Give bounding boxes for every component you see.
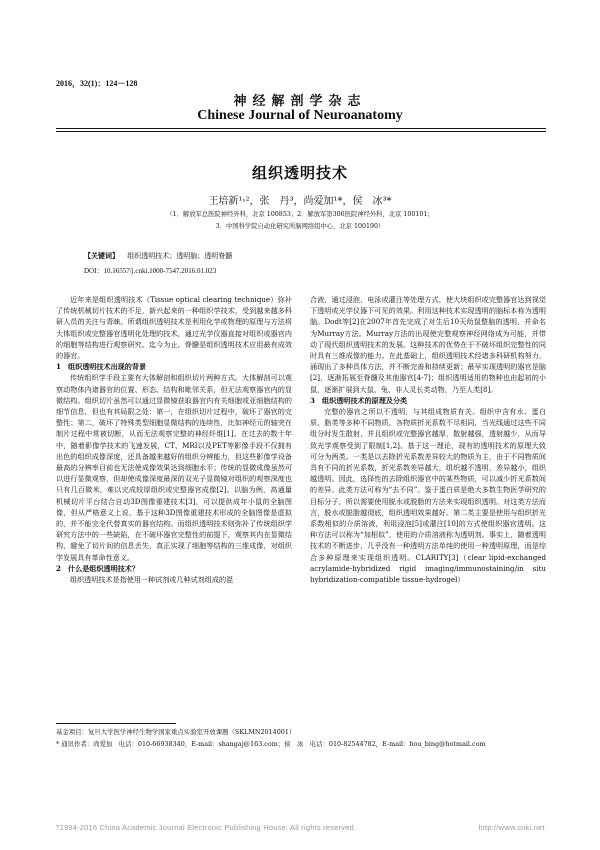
paragraph: 完整的器官之所以不透明，与其组成物质有关。组织中含有水、蛋白质、脂类等多种不同物质，各物质折光系数不尽相同，当光线通过这些不同组分时发生散射，并且组织或完整器官越厚，散射越强，透射越少，从而导致光学观察受到了限制[1,2]。基于这一理论，现有的透明技术的原理大致可分为两类。一类是以去除折光系数差异较大的物质为主，由于不同物质间具有不同的折光系数，折光系数差异越大，组织越不透明，差异越小，组织越透明。因此，选择性的去除组织器官中的某些物质，可以减少折光系数间的差异。此类方法可称为“去不同”。鉴于蛋白质是绝大多数生物医学研究的目标分子，所以需要使用脱水或脱脂的方法来实现组织透明。对这类方法而言，脱水或脱脂越彻底，组织透明效果越好。第二类主要是使用与组织折光系数相似的介质溶液，利用浸泡[5]或灌注[10]的方式使组织器官透明。这种方法可以称为“加相似”，使用的介质溶液称为透明剂。事实上，随着透明技术的不断进步，几乎没有一种透明方法单纯的使用一种透明原理，而是综合多种原理来实现组织透明。CLARITY[3]（clear lipid-exchanged acrylamide-hybridized rigid imaging/immunostaining/in situ hybridization-compatible tissue-hydrogel） [310,407,546,585]
header-rule-thin [56,131,546,132]
body-column-right [310,294,546,585]
article-title: 组织透明技术 [251,164,348,182]
affiliation-line-2: 3．中国科学院自动化研究所脑网络组中心，北京 100190） [215,223,385,230]
journal-title-en: Chinese Journal of Neuroanatomy [197,108,403,123]
paragraph: 合液，通过浸泡、电泳或灌注等处理方式，使大块组织或完整器官达到视觉下透明或光学仪器下可见的效果。利用这种技术实现透明的脑标本称为透明脑。Dodt等[2]在2007年首先完成了对生后10天幼鼠整脑的透明，并命名为Murray方法。Murray方法的出现使完整观察神经网络成为可能，并带动了现代组织透明技术的发展。这种技术的优势在于不破坏组织完整性的同时具有三维成像的能力。在此基础上，组织透明技术经诸多科研机构努力，涌现出了多种具体方法，并不断完善和持续更新；最早实现透明的器官是脑[2]，逐渐拓展至脊髓及其他器官[4-7]；组织透明适用的物种也由起初的小鼠，逐渐扩展到大鼠、兔、非人灵长类动物，乃至人类[8]。 [310,295,546,394]
footnote-rule [56,723,176,724]
copyright-text: ?1994-2016 China Academic Journal Electronic Publishing House. All rights reserved. [55,823,357,832]
correspondence-footnote: * 通讯作者：尚爱加 电话：010-66938340，E-mail：shangaj@163.com；侯 冰 电话：010-82544782，E-mail：hou_bing@hotmail.com [56,740,486,748]
header-rule [56,128,546,129]
paragraph: 近年来是组织透明技术（Tissue optical clearing technique）弥补了传统机械切片技术的不足，新兴起来的一种组织学技术，受到越来越多科研人员的关注与青睐。所谓组织透明技术是利用化学或物理的原理与方法将大体组织或完整器官透明化处理的技术，通过光学仪器直接对组织或器官内的细胞等结构进行观察研究。迄今为止，脊髓是组织透明技术应用最有成效的器官。 [56,295,292,361]
doi: DOI：10.16557/j.cnki.1000-7547.2016.01.023 [84,267,217,275]
journal-title-cn: 神经解剖学杂志 [233,94,367,109]
author-list: 王培新¹˒²，张 丹³，尚爱加¹*，侯 冰³* [208,196,392,207]
funding-footnote: 基金项目：复旦大学医学神经生物学国家重点实验室开放课题（SKLMN2014001） [56,728,296,736]
issue-reference: 2016，32(1)：124－128 [56,79,138,88]
copyright-line [0,823,600,832]
paragraph: 传统组织学手段主要有大体解剖和组织切片两种方式。大体解剖可以观察动物体内诸器官的位置、形态、结构和毗邻关系，但无法观察器官内的显微结构。组织切片虽然可以通过显微镜获取器官内有关细胞或亚细胞结构的细节信息，但也有其局限之处：第一，在组织切片过程中，破坏了器官的完整性；第二，破坏了特殊类型细胞显微结构的连续性，比如神经元的轴突在制片过程中常被切断，从而无法观察完整的神经纤维[1]。在过去的数十年中，随着影像学技术的飞速发展，CT、MRI以及PET等影像手段不仅拥有出色的组织成像深度，还具备越来越好的组织分辨能力，但这些影像学设备最高的分辨率目前也无法使成像效果达到细胞水平；传统的显微成像虽然可以进行显微观察，但却使成像深度最深的双光子显微镜对组织的观察深度也只有几百微米，难以完成较厚组织或完整器官成像[2]。以脑为例，高通量机械切片平台结合自动3D图像重建技术[3]，可以提供成年小鼠的全脑图像，但从严格意义上说，基于这种3D图像重建技术形成的全脑图像是虚拟的，并不能完全代替真实的器官结构。而组织透明技术则弥补了传统组织学研究方法中的一些缺陷，在不破坏器官完整性的前提下，观察其内在显微结构，避免了切片间的信息丢失，真正实现了细胞等结构的三维成像，对组织学发展具有革命性意义。 [56,373,292,562]
keywords [84,251,232,261]
keywords-text: 组织透明技术；透明脑；透明脊髓 [127,252,233,260]
section-heading: 2 什么是组织透明技术？ [56,563,139,573]
affiliation-line-1: （1．解放军总医院神经外科，北京 100853；2．解放军第306医院神经外科，北京 100101； [166,211,434,218]
section-heading: 3 组织透明技术的原理及分类 [310,395,408,405]
cnki-link[interactable]: http://www.cnki.net [478,823,545,832]
body-column-left [56,294,292,585]
keywords-label: 【关键词】 [84,251,119,260]
section-heading: 1 组织透明技术出现的背景 [56,362,147,372]
paragraph: 组织透明技术是指使用一种试剂或几种试剂组成的混 [70,575,234,585]
